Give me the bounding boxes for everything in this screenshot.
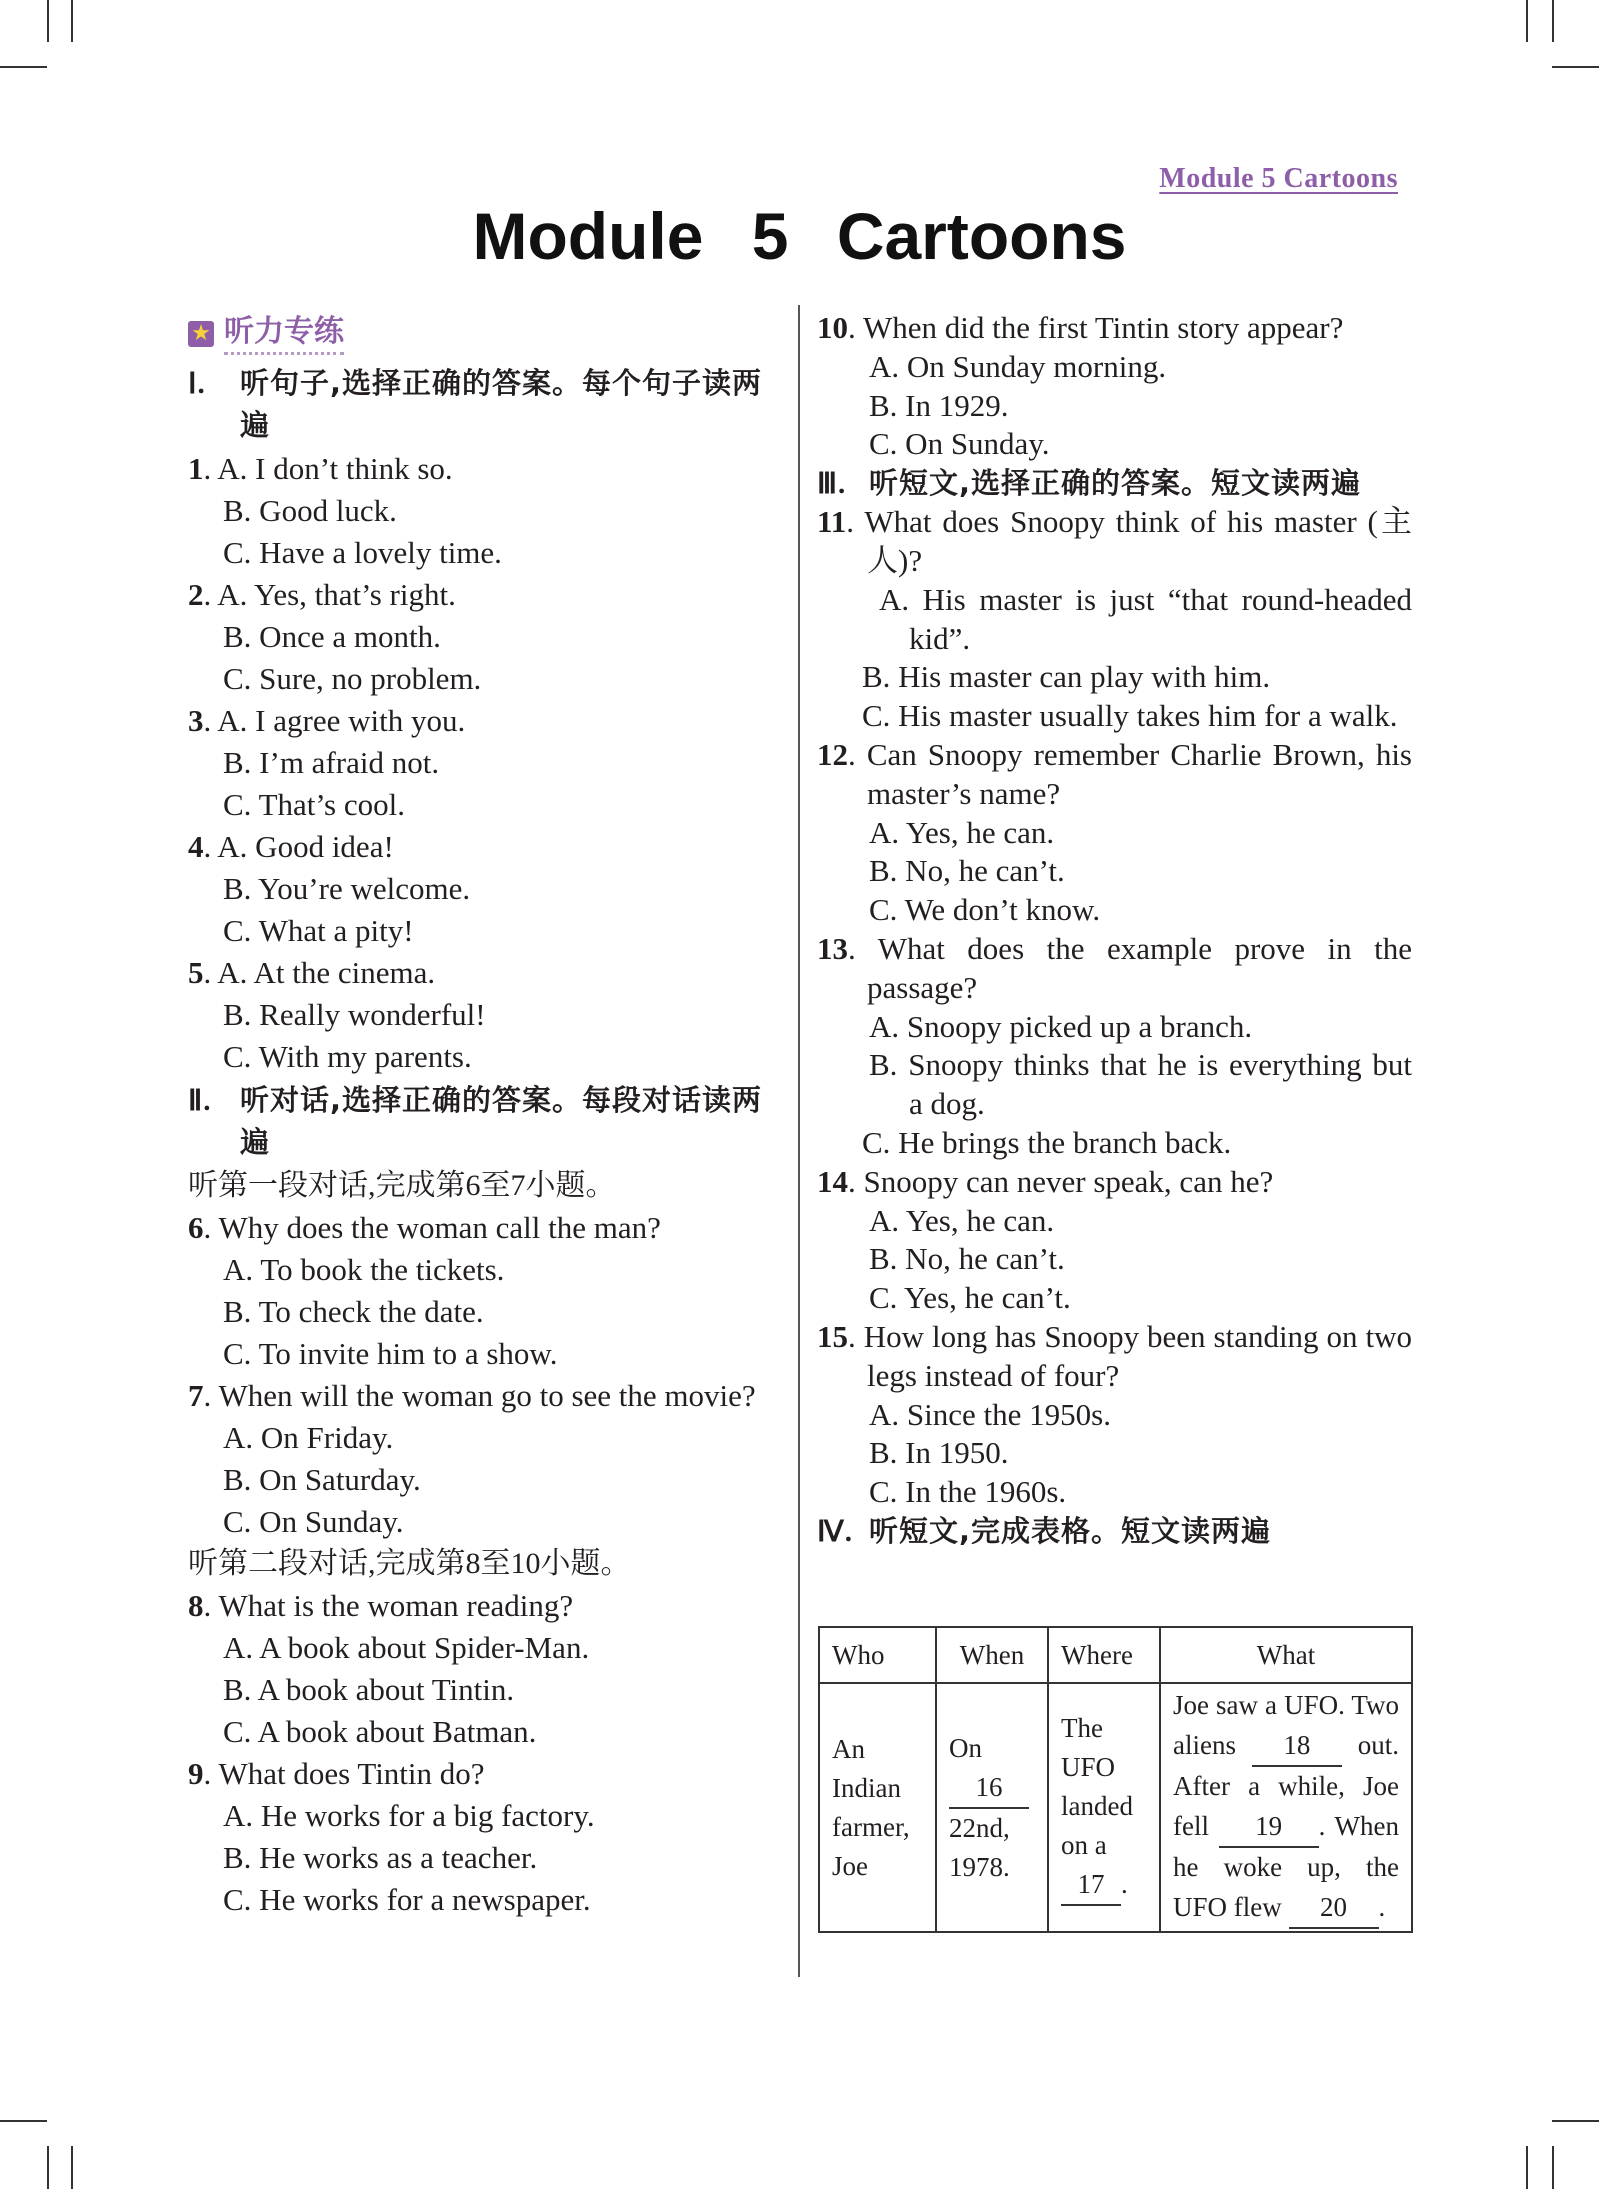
question: 15. How long has Snoopy been standing on two legs instead of four? A. Since the 1950s. B. In 1950. C. In the 1960s.: [817, 1318, 1412, 1510]
star-icon: ★: [188, 321, 214, 347]
question: 8. What is the woman reading? A. A book about Spider-Man. B. A book about Tintin. C. A book about Batman.: [188, 1588, 590, 1749]
crop-mark: [1552, 2146, 1554, 2189]
where-cell: The UFO landed on a 17 .: [1048, 1683, 1160, 1932]
answer-blank[interactable]: 16: [949, 1768, 1029, 1809]
badge-label: 听力专练: [224, 314, 344, 355]
listening-badge: [188, 309, 783, 359]
crop-mark: [47, 2146, 49, 2189]
question: 4. A. Good idea! B. You’re welcome. C. What a pity!: [188, 829, 471, 948]
crop-mark: [1526, 2146, 1528, 2189]
table-header: What: [1160, 1627, 1412, 1683]
running-header: Module 5 Cartoons: [1159, 163, 1398, 194]
section-heading: Ⅲ. 听短文,选择正确的答案。短文读两遍: [817, 466, 1362, 501]
what-cell: Joe saw a UFO. Two aliens 18 out. After a while, Joe fell 19 . When he woke up, the UFO flew 20 .: [1160, 1683, 1412, 1932]
question: 9. What does Tintin do? A. He works for a big factory. B. He works as a teacher. C. He works for a newspaper.: [188, 1756, 595, 1917]
crop-mark: [47, 0, 49, 42]
table-header-row: [819, 1627, 1412, 1683]
table-row: [819, 1683, 1412, 1932]
right-column: [817, 309, 1412, 1551]
question: 10. When did the first Tintin story appear? A. On Sunday morning. B. In 1929. C. On Sunday.: [817, 310, 1344, 462]
question: 1. A. I don’t think so. B. Good luck. C. Have a lovely time.: [188, 451, 502, 570]
column-divider: [798, 305, 800, 1977]
question: 12. Can Snoopy remember Charlie Brown, his master’s name? A. Yes, he can. B. No, he can’t. C. We don’t know.: [817, 736, 1412, 928]
answer-blank[interactable]: 17: [1061, 1865, 1121, 1906]
question: 7. When will the woman go to see the movie? A. On Friday. B. On Saturday. C. On Sunday.: [188, 1378, 756, 1539]
who-cell: An Indian farmer, Joe: [819, 1683, 936, 1932]
crop-mark: [1552, 0, 1554, 42]
crop-mark: [0, 2120, 47, 2122]
question: 11. What does Snoopy think of his master (主人)? A. His master is just “that round-headed kid”. B. His master can play with him. C. His master usually takes him for a walk.: [817, 504, 1412, 734]
instruction-note: 听第一段对话,完成第6至7小题。: [188, 1169, 616, 1202]
crop-mark: [71, 2146, 73, 2189]
table-header: Who: [819, 1627, 936, 1683]
question: 5. A. At the cinema. B. Really wonderful! C. With my parents.: [188, 955, 486, 1074]
answer-table: [818, 1626, 1413, 1933]
crop-mark: [71, 0, 73, 42]
crop-mark: [1552, 2120, 1599, 2122]
crop-mark: [1526, 0, 1528, 42]
section-heading: Ⅰ. 听句子,选择正确的答案。每个句子读两遍: [188, 366, 763, 442]
answer-blank[interactable]: 19: [1219, 1807, 1319, 1849]
when-cell: On 16 22nd, 1978.: [936, 1683, 1048, 1932]
answer-blank[interactable]: 18: [1252, 1726, 1342, 1768]
table-header: When: [936, 1627, 1048, 1683]
question: 13. What does the example prove in the passage? A. Snoopy picked up a branch. B. Snoopy thinks that he is everything but a dog. C. He brings the branch back.: [817, 930, 1412, 1160]
question: 2. A. Yes, that’s right. B. Once a month. C. Sure, no problem.: [188, 577, 482, 696]
page-title: Module 5 Cartoons: [472, 199, 1127, 273]
section-heading: Ⅱ. 听对话,选择正确的答案。每段对话读两遍: [188, 1083, 763, 1159]
instruction-note: 听第二段对话,完成第8至10小题。: [188, 1547, 631, 1580]
crop-mark: [0, 66, 47, 68]
crop-mark: [1552, 66, 1599, 68]
table-header: Where: [1048, 1627, 1160, 1683]
section-heading: Ⅳ. 听短文,完成表格。短文读两遍: [817, 1513, 1272, 1548]
question: 14. Snoopy can never speak, can he? A. Yes, he can. B. No, he can’t. C. Yes, he can’t.: [817, 1163, 1274, 1316]
question: 6. Why does the woman call the man? A. To book the tickets. B. To check the date. C. To invite him to a show.: [188, 1210, 661, 1371]
question: 3. A. I agree with you. B. I’m afraid not. C. That’s cool.: [188, 703, 466, 822]
answer-blank[interactable]: 20: [1289, 1888, 1379, 1930]
left-column: [188, 309, 783, 1921]
